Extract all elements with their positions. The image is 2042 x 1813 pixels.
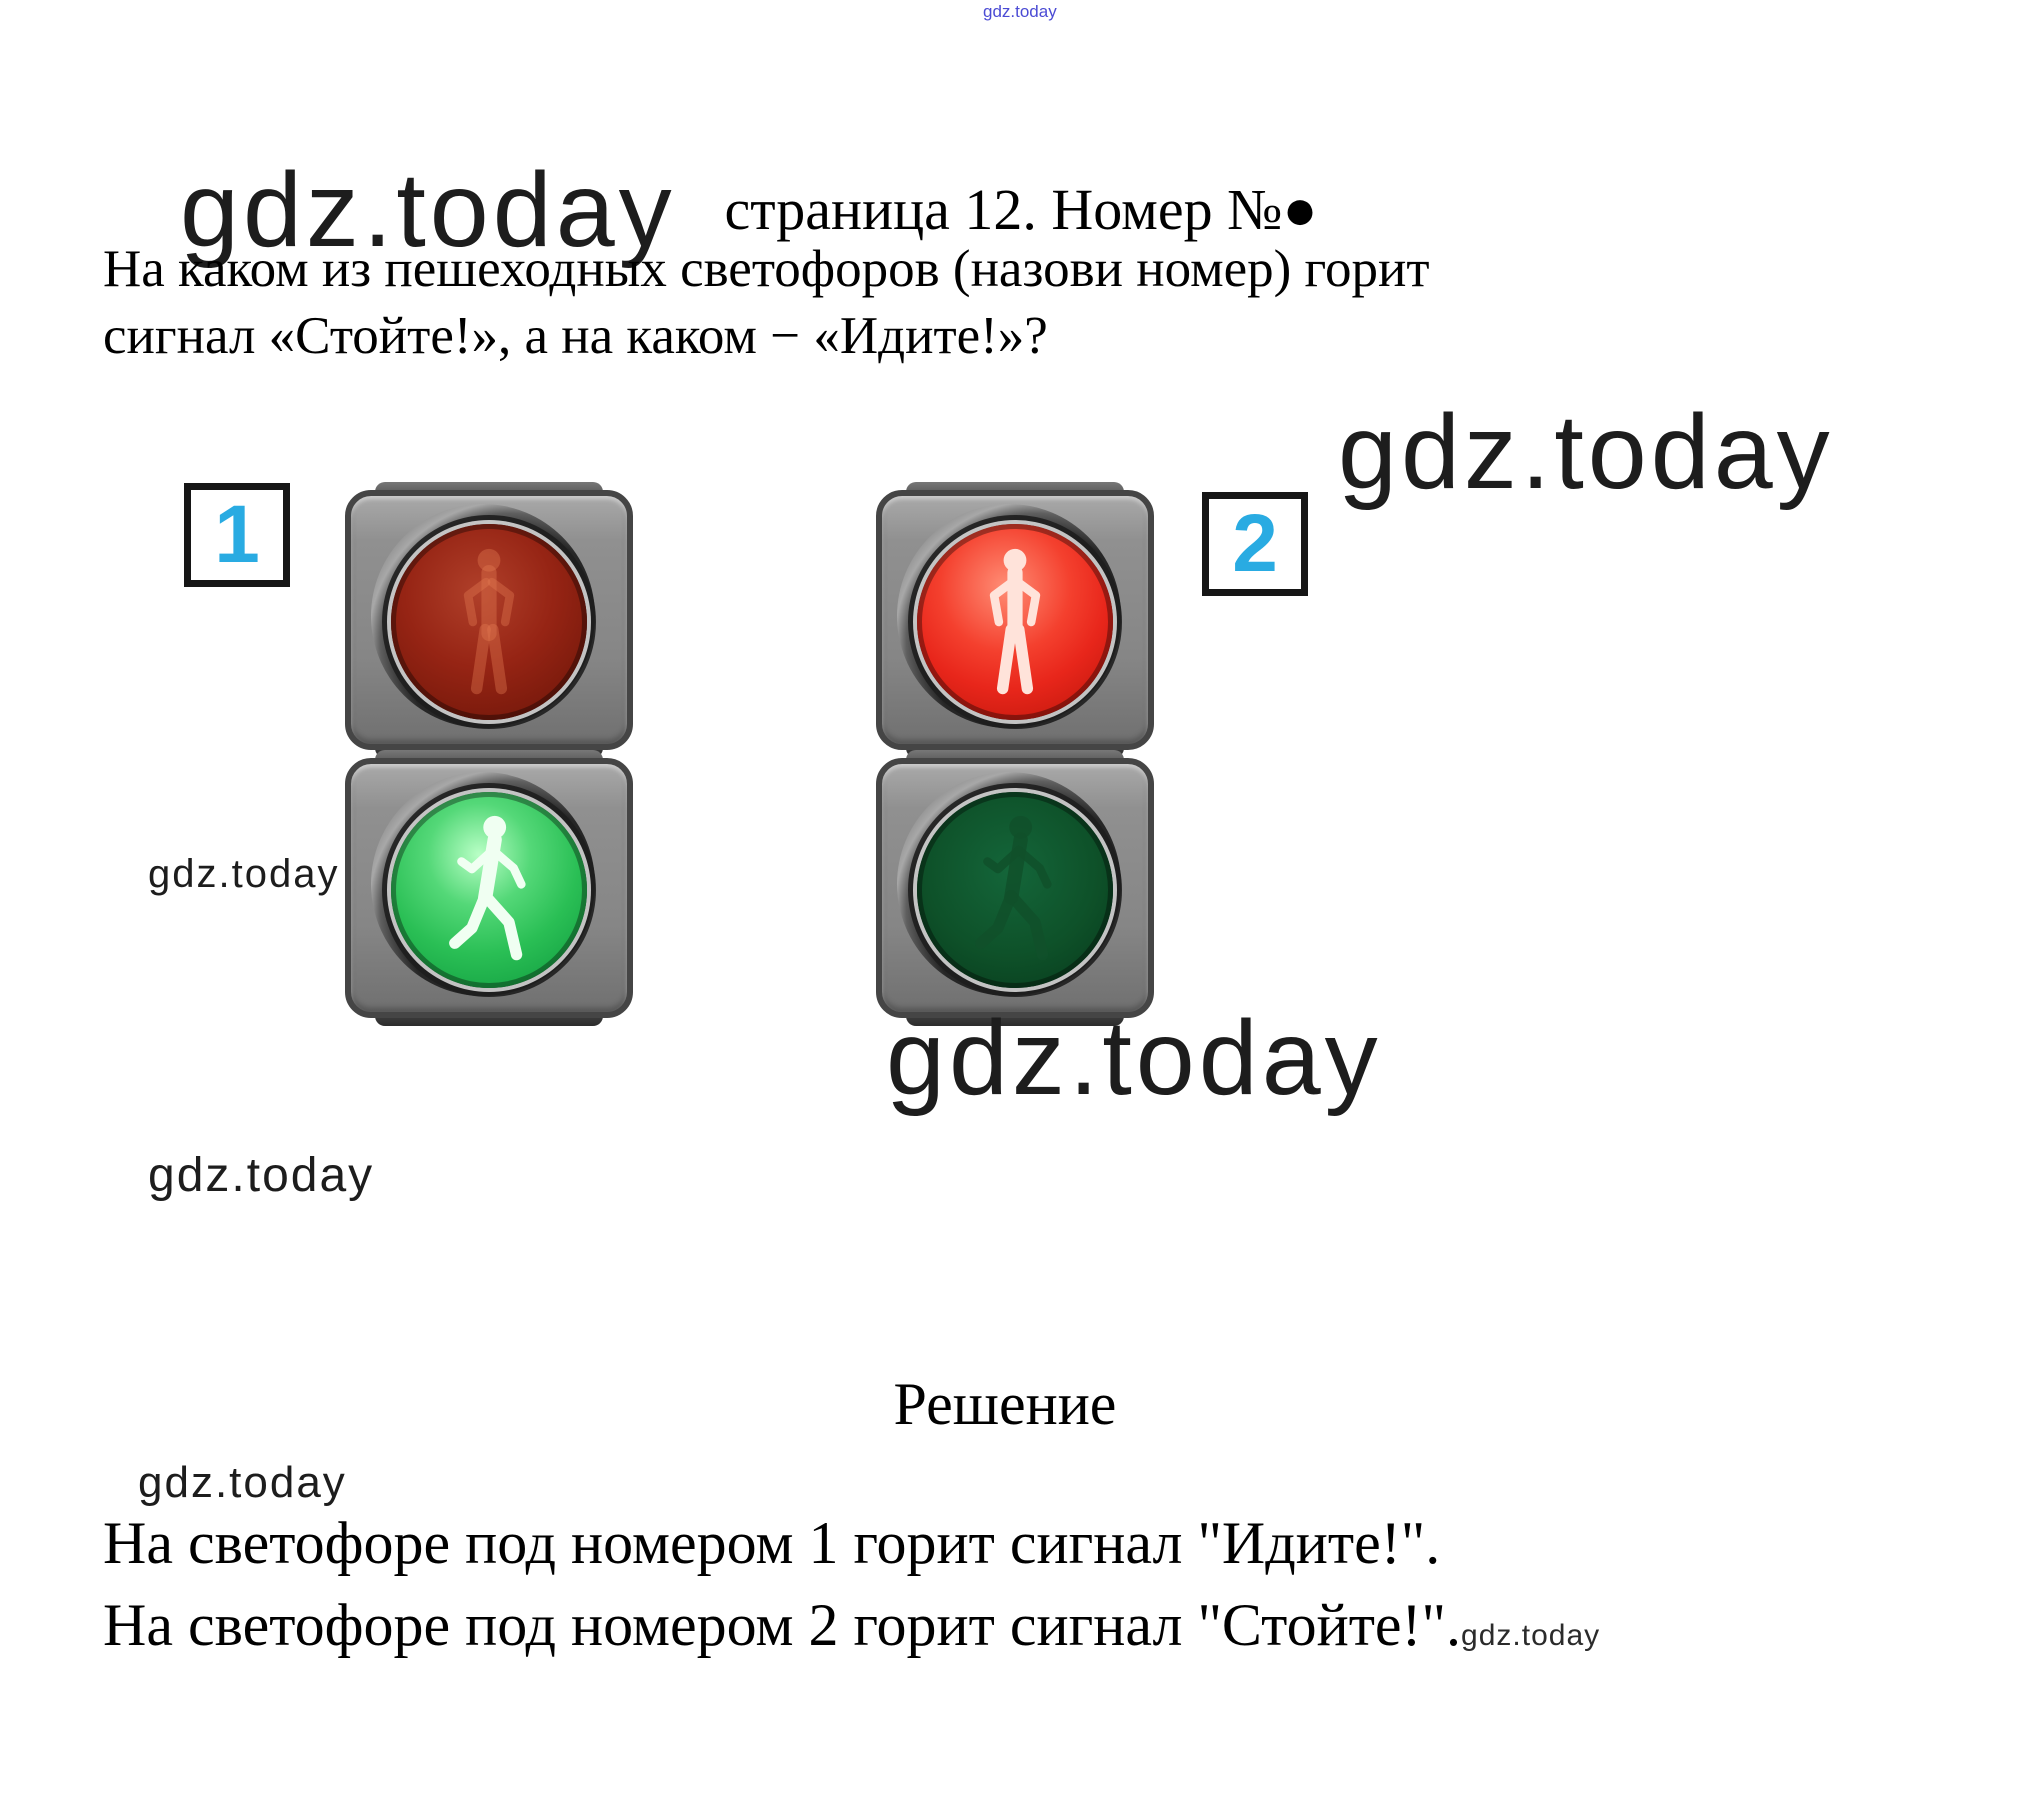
question-line-1: На каком из пешеходных светофоров (назови номер) горит (103, 240, 1430, 298)
page-title: страница 12. Номер №● (724, 177, 1318, 242)
traffic-light-1-green-lamp-on (391, 792, 587, 988)
question-text (103, 236, 1429, 370)
watermark-top: gdz.today (983, 2, 1057, 21)
solution-line-1: На светофоре под номером 1 горит сигнал "Идите!". (103, 1510, 1441, 1576)
traffic-light-2-red-module (876, 490, 1154, 750)
traffic-light-1-green-module (345, 758, 633, 1018)
solution-line-2-wrap (103, 1584, 1600, 1677)
traffic-light-1-number: 1 (214, 489, 260, 580)
traffic-light-1-red-module (345, 490, 633, 750)
watermark-above-answers: gdz.today (138, 1458, 347, 1507)
traffic-light-2 (876, 490, 1154, 1026)
traffic-light-2-number-badge (1202, 492, 1308, 596)
traffic-light-1-red-lamp-off (391, 524, 587, 720)
standing-person-icon (433, 546, 545, 698)
solution-line-2: На светофоре под номером 2 горит сигнал "Стойте!". (103, 1592, 1462, 1658)
question-line-2: сигнал «Стойте!», а на каком − «Идите!»? (103, 307, 1048, 365)
watermark-small-left: gdz.today (148, 852, 340, 896)
traffic-light-1-number-badge (184, 483, 290, 587)
traffic-light-2-red-lamp-on (917, 524, 1113, 720)
traffic-light-1-green-recess (371, 772, 595, 996)
watermark-large-left: gdz.today (180, 151, 676, 269)
traffic-light-2-green-lamp-off (917, 792, 1113, 988)
watermark-inline-tail: gdz.today (1461, 1619, 1601, 1652)
traffic-light-2-number: 2 (1232, 498, 1278, 589)
traffic-light-1-red-recess (371, 504, 595, 728)
walking-person-icon (433, 814, 545, 966)
watermark-large-right: gdz.today (1338, 393, 1834, 511)
standing-person-icon (959, 546, 1071, 698)
watermark-small-lower-left: gdz.today (148, 1149, 375, 1202)
solution-heading: Решение (893, 1371, 1117, 1437)
traffic-light-1 (345, 490, 633, 1026)
watermark-large-middle: gdz.today (886, 999, 1382, 1117)
traffic-light-2-red-recess (897, 504, 1121, 728)
walking-person-icon (959, 814, 1071, 966)
traffic-light-2-green-recess (897, 772, 1121, 996)
solution-text (103, 1502, 1600, 1677)
traffic-light-2-green-module (876, 758, 1154, 1018)
